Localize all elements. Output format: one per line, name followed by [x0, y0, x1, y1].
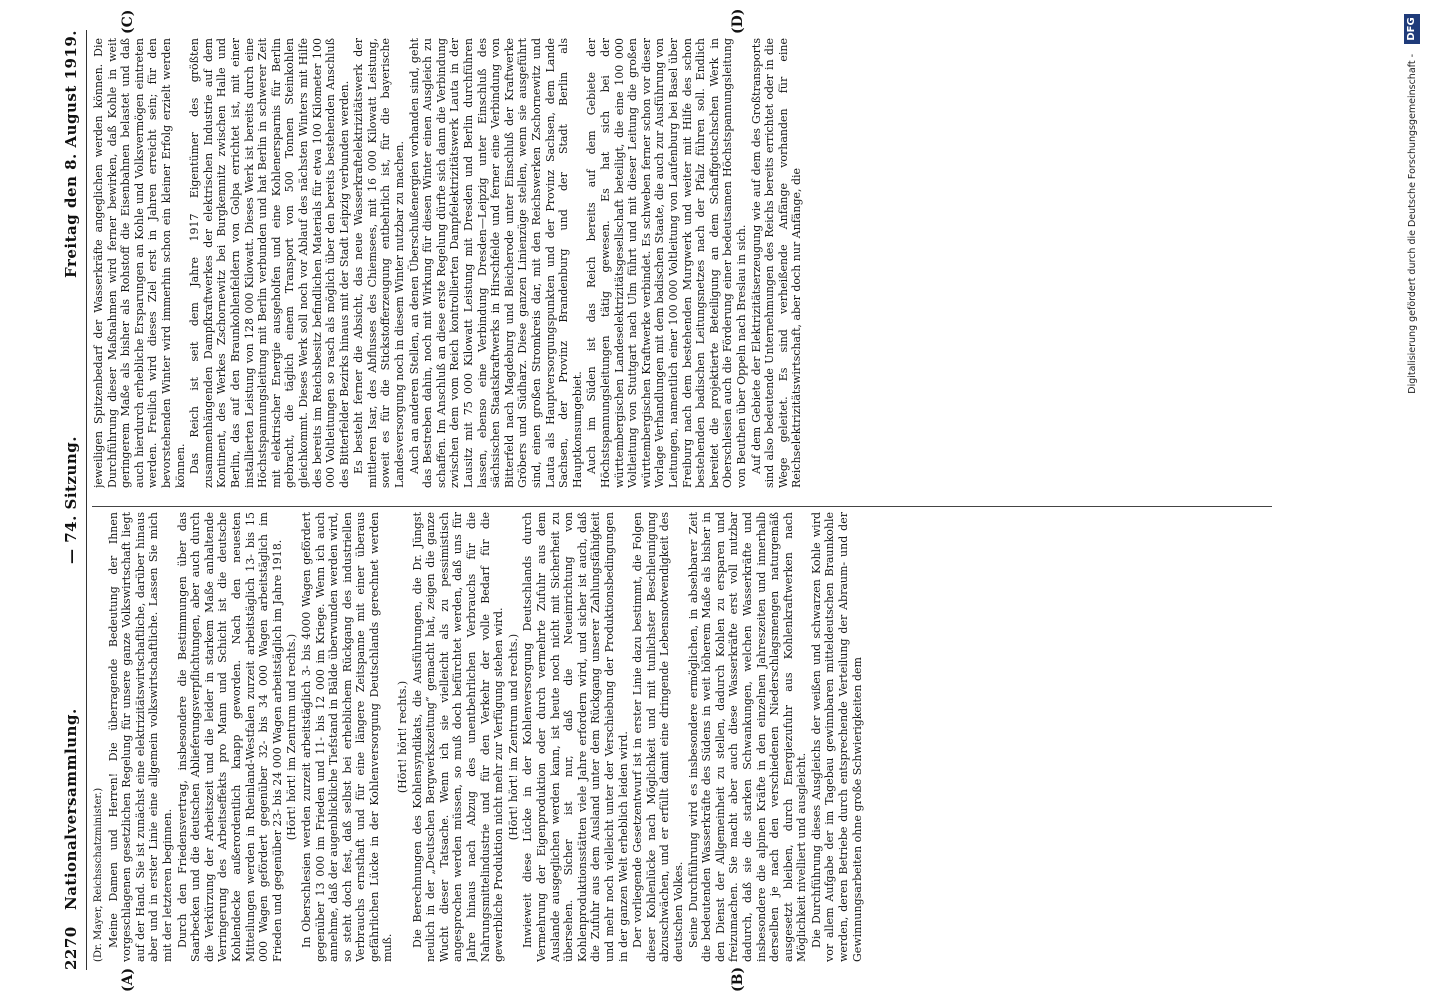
margin-marker-a: (A): [120, 967, 136, 992]
digitization-watermark: [1400, 14, 1424, 974]
page-header: [62, 30, 86, 970]
margin-marker-c: (C): [120, 9, 136, 34]
paragraph: Seine Durchführung wird es insbesondere ermöglichen, in absehbarer Zeit die bedeutenden Wasserkräfte des Südens in weit höherem Maße als bisher in den Dienst der Allgemeinheit zu stellen, dadurch Kohlen zu ersparen und freizumachen. Sie macht aber auch diese Wasserkräfte erst voll nutzbar dadurch, daß sie die starken Schwankungen, welchen Wasserkräfte und insbesondere die alpinen Kräfte in den einzelnen Jahreszeiten und innerhalb derselben je nach den verschiedenen Niederschlagsmengen naturgemäß ausgesetzt bleiben, durch Energiezufuhr aus Kohlenkraftwerken nach Möglichkeit nivelliert und ausgleicht.: [686, 512, 809, 962]
left-column: [92, 512, 1302, 962]
paragraph: Es besteht ferner die Absicht, das neue Wasserkraftelektrizitätswerk der mittleren Isar, des Abflusses des Chiemsees, mit 16 000 Kilowatt Leistung, soweit es für die Stickstofferzeugung entbehrlich ist, für die bayerische Landesversorgung noch in diesem Winter nutzbar zu machen.: [352, 38, 407, 488]
watermark-text: Digitalisierung gefördert durch die Deutsche Forschungsgemeinschaft -: [1407, 54, 1418, 394]
assembly-title: Nationalversammlung.: [62, 708, 80, 910]
paragraph: Der vorliegende Gesetzentwurf ist in erster Linie dazu bestimmt, die Folgen dieser Kohlenlücke nach Möglichkeit und mit tunlichster Beschleunigung abzuschwächen, und er erfüllt damit eine dringende Lebensnotwendigkeit des deutschen Volkes.: [631, 512, 685, 962]
paragraph: In Oberschlesien werden zurzeit arbeitstäglich 3- bis 4000 Wagen gefördert gegenüber 13 000 im Frieden und 11- bis 12 000 im Kriege. Wenn ich auch annehme, daß der augenblickliche Tiefstand in Bälde überwunden werden wird, so steht doch fest, daß selbst bei erheblichem Rückgang des industriellen Verbrauchs ernsthaft und für eine längere Zeitspanne mit einer überaus gefährlichen Lücke in der Kohlenversorgung Deutschlands gerechnet werden muß.: [299, 512, 395, 962]
interjection: (Hört! hört! im Zentrum und rechts.): [506, 633, 520, 841]
margin-marker-d: (D): [730, 8, 746, 34]
paragraph: Die Durchführung dieses Ausgleichs der weißen und schwarzen Kohle wird vor allem Aufgabe der im Tagebau gewinnbaren mitteldeutschen Braunkohle werden, deren Betriebe durch entsprechende Verteilung der Abraum- und der Gewinnungsarbeiten ohne große Schwierigkeiten dem: [809, 512, 864, 962]
session-title: — 74. Sitzung.: [62, 435, 80, 565]
paragraph: Auch im Süden ist das Reich bereits auf dem Gebiete der Höchstspannungsleitungen tätig gewesen. Es hat sich bei der württembergischen Landeselektrizitätsgesellschaft beteiligt, die eine 100 000 Voltleitung von Stuttgart nach Ulm führt und mit dieser Leitung die großen württembergischen Kraftwerke verbindet. Es schweben ferner schon vor dieser Vorlage Verhandlungen mit dem badischen Staate, die auch zur Ausführung von Leitungen, namentlich einer 100 000 Voltleitung von Laufenburg bei Basel über Freiburg nach dem bestehenden Murgwerk und weiter mit Hilfe des schon bestehenden badischen Leitungsnetzes nach der Pfalz führen soll. Endlich bereitet die projektierte Beteiligung an dem Schaffgottschschen Werk in Oberschlesien auch die Förderung einer bedeutsamen Höchstspannungsleitung von Beuthen über Oppeln nach Breslau in sich.: [585, 38, 748, 488]
interjection: (Hört! hört! im Zentrum und rechts.): [285, 633, 299, 841]
interjection: (Hört! hört! rechts.): [396, 680, 410, 794]
margin-marker-b: (B): [730, 966, 746, 992]
paragraph: Meine Damen und Herren! Die überragende Bedeutung der Ihnen vorgeschlagenen gesetzlichen Regelung für unsere ganze Volkswirtschaft liegt auf der Hand. Sie ist zunächst eine elektrizitätswirtschaftliche, darüber hinaus aber und in erster Linie eine allgemein volkswirtschaftliche. Lassen Sie mich mit der letzteren beginnen.: [106, 512, 174, 962]
paragraph: Inwieweit diese Lücke in der Kohlenversorgung Deutschlands durch Vermehrung der Eigenproduktion oder durch vermehrte Zufuhr aus dem Auslande ausgeglichen werden kann, ist heute noch nicht mit Sicherheit zu übersehen. Sicher ist nur, daß die Neueinrichtung von Kohlenproduktionsstätten viele Jahre erfordern wird, und sicher ist auch, daß die Zufuhr aus dem Ausland unter dem Rückgang unserer Zahlungsfähigkeit und mehr noch vielleicht unter der Verschiebung der Produktionsbedingungen in der ganzen Welt erheblich leiden wird.: [521, 512, 630, 962]
paragraph: Auf dem Gebiete der Elektrizitätserzeugung wie auf dem des Großtransports sind also bedeutende Unternehmungen des Reichs bereits errichtet oder in die Wege geleitet. Es sind verheißende Anfänge vorhanden für eine Reichselektrizitätswirtschaft, aber doch nur Anfänge, die: [749, 38, 804, 488]
speaker-line: (Dr. Mayer, Reichsschatzminister.): [93, 787, 104, 962]
right-column: [92, 38, 1302, 488]
column-divider: [92, 506, 1272, 507]
paragraph: Auch an anderen Stellen, an denen Überschußenergien vorhanden sind, geht das Bestreben dahin, noch mit Wirkung für diesen Winter einen Ausgleich zu schaffen. Im Anschluß an diese erste Regelung dürfte sich dann die Verbindung zwischen dem vom Reich kontrollierten Dampfelektrizitätswerk Lauta in der Lausitz mit 75 000 Kilowatt Leistung mit Dresden und Berlin durchführen lassen, ebenso eine Verbindung Dresden—Leipzig unter Einschluß des sächsischen Staatskraftwerks in Hirschfelde und ferner eine Verbindung von Bitterfeld nach Magdeburg und Bleicherode unter Einschluß der Kraftwerke Gröbers und Südharz. Diese ganzen Linienzüge stellen, wenn sie ausgeführt sind, einen großen Stromkreis dar, mit den Reichswerken Zschornewitz und Lauta als Hauptversorgungspunkten und der Provinz Sachsen, dem Lande Sachsen, der Provinz Brandenburg und der Stadt Berlin als Hauptkonsumgebiet.: [407, 38, 584, 488]
dfg-logo: DFG: [1404, 14, 1420, 44]
paragraph: Das Reich ist seit dem Jahre 1917 Eigentümer des größten zusammenhängenden Dampfkraftwerkes der elektrischen Industrie auf dem Kontinent, des Werkes Zschornewitz bei Burgkemnitz zwischen Halle und Berlin, das auf den Braunkohlenfeldern von Golpa errichtet ist, mit einer installierten Leistung von 128 000 Kilowatt. Dieses Werk ist bereits durch eine Höchstspannungsleitung mit Berlin verbunden und hat Berlin in schwerer Zeit mit elektrischer Energie ausgeholfen und eine Kohlenersparnis für Berlin gebracht, die täglich einem Transport von 500 Tonnen Steinkohlen gleichkommt. Dieses Werk soll noch vor Ablauf des nächsten Winters mit Hilfe des bereits im Reichsbesitz befindlichen Materials für etwa 100 Kilometer 100 000 Voltleitungen so rasch als möglich über den bereits bestehenden Anschluß des Bitterfelder Bezirks hinaus mit der Stadt Leipzig verbunden werden.: [188, 38, 351, 488]
page-number: 2270: [62, 926, 80, 970]
session-date: Freitag den 8. August 1919.: [62, 30, 80, 278]
header-rule: [86, 30, 87, 970]
paragraph: jeweiligen Spitzenbedarf der Wasserkräfte angeglichen werden können. Die Durchführung dieser Maßnahmen wird ferner bewirken, daß Kohle in weit geringerem Maße als bisher als Rohstoff die Eisenbahnen belastet und daß auch hierdurch erhebliche Ersparungen an Kohle und Volksvermögen eintreten werden. Freilich wird dieses Ziel erst in Jahren erreicht sein; für den bevorstehenden Winter wird immerhin schon ein kleiner Erfolg erzielt werden können.: [92, 38, 187, 488]
paragraph: Durch den Friedensvertrag, insbesondere die Bestimmungen über das Saarbecken und die deutschen Ablieferungsverpflichtungen, aber auch durch die Verkürzung der Arbeitszeit und die leider in starkem Maße anhaltende Verringerung des Arbeitseffekts pro Mann und Schicht ist die deutsche Kohlendecke außerordentlich knapp geworden. Nach den neuesten Mitteilungen werden in Rheinland-Westfalen zurzeit arbeitstäglich 13- bis 15 000 Wagen gefördert gegenüber 32- bis 34 000 Wagen arbeitstäglich im Frieden und gegenüber 23- bis 24 000 Wagen arbeitstäglich im Jahre 1918.: [175, 512, 284, 962]
paragraph: Die Berechnungen des Kohlensyndikats, die Ausführungen, die Dr. Jüngst neulich in der „Deutschen Bergwerkszeitung“ gemacht hat, zeigen die ganze Wucht dieser Tatsache. Wenn ich sie vielleicht als zu pessimistisch angesprochen werden müssen, so muß doch befürchtet werden, daß uns für Jahre hinaus nach Abzug des unentbehrlichen Verbrauchs für die Nahrungsmittelindustrie und für den Verkehr der volle Bedarf für die gewerbliche Produktion nicht mehr zur Verfügung stehen wird.: [410, 512, 506, 962]
